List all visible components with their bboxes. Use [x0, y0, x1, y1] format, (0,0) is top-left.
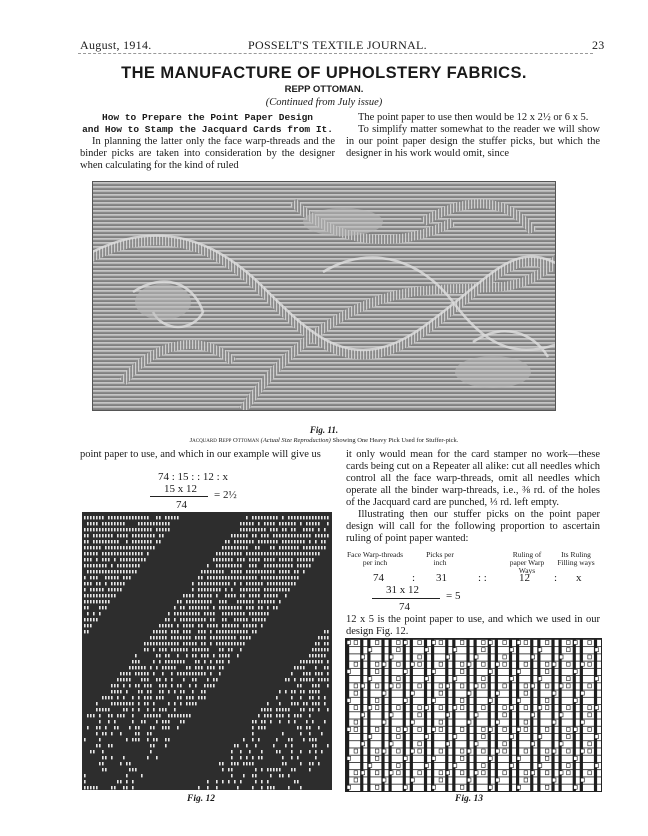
- point-paper-design-fig12: [82, 512, 332, 790]
- caption-part-a: Jacquard Repp Ottoman: [189, 437, 260, 444]
- table-value-31: 31: [436, 572, 447, 584]
- section-heading-1: How to Prepare the Point Paper Design: [102, 112, 313, 123]
- fraction-1-denominator: 74: [176, 499, 187, 511]
- caption-part-b: (Actual Size Reproduction): [260, 437, 331, 444]
- figure-13-label: Fig. 13: [455, 794, 483, 804]
- fig12-grid: [82, 512, 332, 790]
- table-value-x: x: [576, 572, 582, 584]
- fabric-texture: [93, 182, 555, 410]
- fraction-1-result: = 2½: [214, 489, 237, 501]
- table-value-12: 12: [519, 572, 530, 584]
- lower-right-paragraph-2: Illustrating then our stuffer picks on the point paper design will call for the following proportion to ascertain ruling of point paper wanted:: [346, 509, 600, 544]
- fraction-1-bar: [150, 496, 208, 497]
- continued-note: (Continued from July issue): [265, 97, 383, 108]
- proportion-1: 74 : 15 : : 12 : x: [158, 471, 228, 483]
- fig13-grid: [346, 639, 601, 791]
- fraction-2-bar: [372, 598, 440, 599]
- left-column-upper: [80, 112, 335, 172]
- table-value-74: 74: [373, 572, 384, 584]
- section-heading-2: and How to Stamp the Jacquard Cards from It.: [82, 124, 333, 135]
- lower-right-text: [346, 449, 600, 545]
- table-header-ruling-filling: Its Ruling Filling ways: [557, 550, 595, 567]
- conclusion-text: 12 x 5 is the point paper to use, and which we used in our design Fig. 12.: [346, 614, 600, 637]
- article-title: THE MANUFACTURE OF UPHOLSTERY FABRICS.: [121, 64, 527, 82]
- header-page-number: 23: [592, 38, 605, 52]
- figure-11-label: Fig. 11.: [309, 425, 339, 435]
- article-subtitle: REPP OTTOMAN.: [284, 84, 364, 95]
- lower-right-paragraph-1: it only would mean for the card stamper no work—these cards being cut on a Repeater all alike: cut all needles which control all the face warp-threads, omit all needles which operate all the binder warp-threads, i.e., ⅜ rd. of the holes of the Jacquard card are punched, ⅓ rd. left empty.: [346, 449, 600, 508]
- right-paragraph-1: The point paper to use then would be 12 x 2½ or 6 x 5.: [358, 112, 589, 123]
- caption-part-c: Showing One Heavy Pick Used for Stuffer-pick.: [332, 437, 459, 444]
- table-double-colon: : :: [478, 572, 487, 584]
- fraction-1-numerator: 15 x 12: [164, 483, 197, 495]
- table-header-ruling-warp: Ruling of paper Warp Ways: [509, 550, 545, 575]
- lower-left-text: point paper to use, and which in our example will give us: [80, 449, 321, 460]
- fraction-2-result: = 5: [446, 590, 461, 602]
- figure-12-label: Fig. 12: [187, 794, 215, 804]
- right-paragraph-2: To simplify matter somewhat to the reader we will show in our point paper design the stuffer picks, but which the designer in his work would omit, since: [346, 124, 600, 159]
- table-header-picks: Picks per inch: [426, 550, 454, 567]
- table-colon-2: :: [554, 572, 558, 584]
- fraction-2-numerator: 31 x 12: [386, 584, 419, 596]
- fabric-photo-fig11: [92, 181, 556, 411]
- table-colon-1: :: [412, 572, 416, 584]
- header-journal: POSSELT'S TEXTILE JOURNAL.: [248, 38, 427, 52]
- fraction-2-denominator: 74: [399, 601, 410, 613]
- left-paragraph: In planning the latter only the face warp-threads and the binder picks are taken into consideration by the designer when calculating for the kind of ruled: [80, 136, 335, 171]
- header-rule: [78, 53, 593, 54]
- figure-11-caption: [0, 437, 648, 444]
- table-header-face-warp: Face Warp-threads per inch: [346, 550, 404, 567]
- card-grid-fig13: [345, 638, 602, 792]
- header-date: August, 1914.: [80, 38, 152, 52]
- right-column-upper: [346, 112, 600, 160]
